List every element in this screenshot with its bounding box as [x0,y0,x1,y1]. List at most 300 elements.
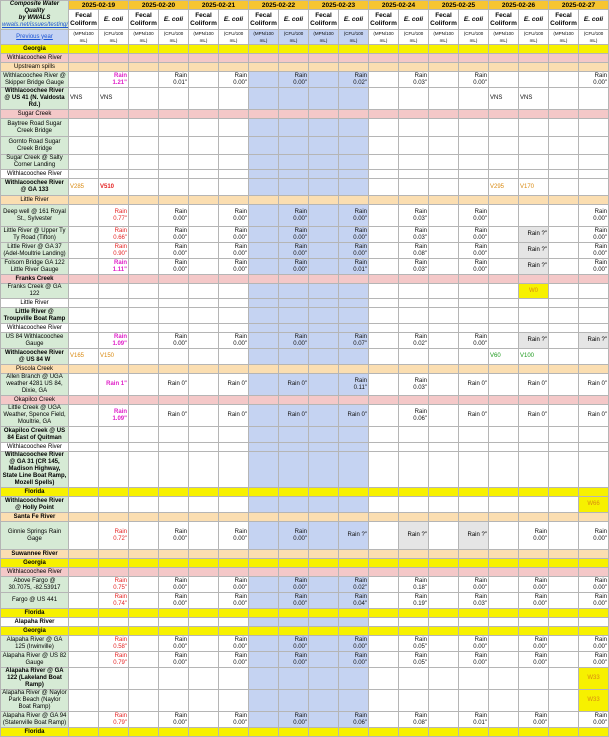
reading-cell: Rain 0.18" [399,577,429,593]
site-row [1,497,609,513]
section-cell [189,45,219,54]
site-label: Allen Branch @ UGA weather 4281 US 84, Dixie, GA [1,374,69,396]
site-row [1,668,609,690]
reading-cell [309,522,339,550]
reading-cell [309,452,339,488]
section-cell [189,196,219,205]
reading-cell [189,72,219,88]
reading-cell [129,284,159,299]
reading-cell [99,119,129,137]
section-cell [489,45,519,54]
reading-cell: Rain 0.00" [519,712,549,728]
section-cell [309,196,339,205]
section-cell [579,728,609,737]
reading-cell [279,668,309,690]
reading-cell [489,308,519,324]
section-cell [129,45,159,54]
site-row [1,593,609,609]
units-cell: (MPN/100 mL) [489,30,519,45]
section-cell [399,513,429,522]
section-cell [489,443,519,452]
reading-cell [459,88,489,110]
reading-cell [129,522,159,550]
reading-cell: Rain 0.00" [279,227,309,243]
reading-cell: Rain 0.00" [459,333,489,349]
section-row [1,170,609,179]
section-cell [369,196,399,205]
fecal-coliform-header: Fecal Coliform [429,10,459,30]
section-cell [579,396,609,405]
reading-cell [459,427,489,443]
section-cell [129,618,159,627]
reading-cell [279,690,309,712]
section-cell [249,609,279,618]
section-cell [309,550,339,559]
reading-cell: Rain 0.00" [579,577,609,593]
section-cell [369,396,399,405]
reading-cell [429,690,459,712]
units-cell: (CFU/100 mL) [339,30,369,45]
reading-cell [189,636,219,652]
section-label: Georgia [1,45,69,54]
section-cell [279,45,309,54]
reading-cell [219,284,249,299]
section-cell [339,396,369,405]
reading-cell [219,668,249,690]
reading-cell [369,497,399,513]
section-row [1,365,609,374]
reading-cell [579,179,609,196]
reading-cell [549,137,579,155]
reading-cell [549,652,579,668]
reading-cell [279,88,309,110]
reading-cell: Rain 0.19" [399,593,429,609]
reading-cell [129,349,159,365]
section-cell [129,396,159,405]
reading-cell [369,452,399,488]
section-cell [129,110,159,119]
reading-cell [69,155,99,170]
section-row [1,63,609,72]
reading-cell [549,227,579,243]
section-cell [279,559,309,568]
section-cell [309,324,339,333]
section-cell [189,550,219,559]
units-cell: (CFU/100 mL) [99,30,129,45]
section-cell [189,54,219,63]
section-cell [159,513,189,522]
section-cell [489,275,519,284]
section-cell [279,365,309,374]
reading-cell [219,497,249,513]
section-label: Little River [1,299,69,308]
reading-cell [309,243,339,259]
fecal-coliform-header: Fecal Coliform [309,10,339,30]
section-cell [549,396,579,405]
site-row [1,88,609,110]
reading-cell: Rain 0.03" [399,259,429,275]
e-coli-header: E. coli [279,10,309,30]
reading-cell [189,259,219,275]
section-cell [249,54,279,63]
e-coli-header: E. coli [339,10,369,30]
section-cell [489,550,519,559]
reading-cell: Rain 0.00" [519,522,549,550]
e-coli-header: E. coli [219,10,249,30]
section-cell [369,568,399,577]
section-cell [459,618,489,627]
section-cell [459,559,489,568]
reading-cell [519,205,549,227]
reading-cell: Rain 0.00" [579,593,609,609]
reading-cell [309,636,339,652]
section-cell [459,443,489,452]
reading-cell [369,522,399,550]
e-coli-header: E. coli [99,10,129,30]
section-cell [339,627,369,636]
site-row [1,374,609,396]
reading-cell [129,205,159,227]
section-cell [159,299,189,308]
section-label: Piscola Creek [1,365,69,374]
section-cell [309,110,339,119]
reading-cell: Rain 0" [519,405,549,427]
section-row [1,488,609,497]
section-cell [369,63,399,72]
section-cell [549,443,579,452]
reading-cell [219,137,249,155]
reading-cell [189,137,219,155]
section-cell [459,609,489,618]
units-cell: (CFU/100 mL) [519,30,549,45]
reading-cell: Rain 0.00" [519,593,549,609]
fecal-coliform-header: Fecal Coliform [129,10,159,30]
site-label: Deep well @ 161 Royal St., Sylvester [1,205,69,227]
site-label: Little River @ Upper Ty Ty Road (Tifton) [1,227,69,243]
reading-cell [189,712,219,728]
site-label: Alapaha River @ GA 94 (Statenville Boat Ramp) [1,712,69,728]
reading-cell [159,349,189,365]
reading-cell [129,652,159,668]
units-cell: (MPN/100 mL) [309,30,339,45]
reading-cell: Rain 0.77" [99,205,129,227]
reading-cell [159,137,189,155]
reading-cell: Rain 0" [579,405,609,427]
reading-cell [309,593,339,609]
section-cell [249,45,279,54]
section-cell [369,54,399,63]
section-cell [429,196,459,205]
section-row [1,45,609,54]
reading-cell [369,427,399,443]
section-cell [279,170,309,179]
reading-cell: Rain 0.00" [459,636,489,652]
section-cell [189,618,219,627]
reading-cell [339,497,369,513]
reading-cell [549,333,579,349]
section-cell [129,365,159,374]
section-cell [429,324,459,333]
section-cell [249,196,279,205]
section-cell [279,110,309,119]
fecal-coliform-header: Fecal Coliform [489,10,519,30]
reading-cell [159,119,189,137]
reading-cell [69,497,99,513]
reading-cell [129,374,159,396]
section-cell [369,609,399,618]
reading-cell [69,577,99,593]
site-row [1,259,609,275]
reading-cell [159,668,189,690]
section-cell [459,365,489,374]
section-cell [99,728,129,737]
section-cell [279,396,309,405]
reading-cell [489,452,519,488]
section-label: Florida [1,609,69,618]
reading-cell: Rain 0.00" [279,243,309,259]
reading-cell: Rain 0.00" [159,205,189,227]
reading-cell [489,259,519,275]
section-cell [429,443,459,452]
section-cell [69,54,99,63]
section-cell [429,396,459,405]
section-cell [159,365,189,374]
section-cell [399,324,429,333]
section-cell [249,443,279,452]
reading-cell [189,284,219,299]
site-row [1,577,609,593]
reading-cell [429,652,459,668]
reading-cell: Rain ?" [339,522,369,550]
reading-cell [249,690,279,712]
site-row [1,205,609,227]
reading-cell [189,349,219,365]
section-label: Alapaha River [1,618,69,627]
section-cell [399,396,429,405]
testing-link[interactable]: wwals.net/issues/testing/ [2,22,69,28]
reading-cell [339,179,369,196]
section-cell [99,110,129,119]
reading-cell [189,179,219,196]
reading-cell: Rain 0.00" [219,593,249,609]
reading-cell: Rain 0.03" [399,227,429,243]
units-cell: (MPN/100 mL) [129,30,159,45]
reading-cell [99,308,129,324]
section-cell [579,443,609,452]
reading-cell [159,427,189,443]
reading-cell [399,137,429,155]
reading-cell [339,284,369,299]
fecal-coliform-header: Fecal Coliform [369,10,399,30]
reading-cell [579,119,609,137]
reading-cell [159,179,189,196]
section-label: Upstream spills [1,63,69,72]
reading-cell [399,690,429,712]
reading-cell [129,593,159,609]
reading-cell [69,712,99,728]
reading-cell [69,593,99,609]
section-cell [219,299,249,308]
reading-cell [249,374,279,396]
reading-cell: W0 [519,284,549,299]
section-cell [249,559,279,568]
reading-cell [189,652,219,668]
reading-cell [489,712,519,728]
section-cell [519,728,549,737]
section-cell [399,618,429,627]
section-cell [339,550,369,559]
reading-cell [489,137,519,155]
reading-cell: V510 [99,179,129,196]
reading-cell [279,119,309,137]
section-cell [519,627,549,636]
section-cell [129,488,159,497]
section-cell [339,196,369,205]
section-row [1,627,609,636]
section-cell [579,299,609,308]
reading-cell [549,668,579,690]
reading-cell [249,205,279,227]
reading-cell [189,119,219,137]
reading-cell [489,374,519,396]
reading-cell: Rain 0.00" [159,636,189,652]
site-row [1,522,609,550]
reading-cell [429,427,459,443]
reading-cell: Rain 0.00" [579,712,609,728]
reading-cell [309,308,339,324]
reading-cell [429,497,459,513]
section-cell [129,54,159,63]
reading-cell [219,155,249,170]
reading-cell: Rain 0.00" [579,522,609,550]
site-row [1,179,609,196]
reading-cell [69,636,99,652]
section-cell [309,54,339,63]
reading-cell [249,333,279,349]
section-cell [429,559,459,568]
reading-cell [219,349,249,365]
units-cell: (MPN/100 mL) [429,30,459,45]
reading-cell [189,690,219,712]
reading-cell: Rain 0.00" [279,333,309,349]
reading-cell [309,259,339,275]
section-cell [579,618,609,627]
section-cell [519,196,549,205]
reading-cell [309,284,339,299]
previous-year-link[interactable]: Previous year [1,30,69,45]
site-label: Little Creek @ UGA Weather, Spence Field, Moultrie, GA [1,405,69,427]
section-cell [249,299,279,308]
units-cell: (CFU/100 mL) [159,30,189,45]
reading-cell [129,427,159,443]
reading-cell [459,284,489,299]
reading-cell: Rain 0.00" [219,227,249,243]
section-cell [279,196,309,205]
reading-cell [69,137,99,155]
reading-cell [249,497,279,513]
reading-cell [309,712,339,728]
reading-cell [399,88,429,110]
section-cell [279,275,309,284]
reading-cell: Rain 0" [579,374,609,396]
section-cell [309,568,339,577]
reading-cell: Rain 0" [519,374,549,396]
reading-cell [309,405,339,427]
section-cell [579,559,609,568]
reading-cell [309,690,339,712]
section-label: Withlacoochee River [1,54,69,63]
section-cell [459,396,489,405]
section-cell [339,728,369,737]
site-label: Withlacoochee River @ US 41 (N. Valdosta Rd.) [1,88,69,110]
reading-cell [369,668,399,690]
reading-cell [369,72,399,88]
reading-cell: Rain ?" [579,333,609,349]
section-cell [249,324,279,333]
section-cell [219,54,249,63]
reading-cell: VNS [99,88,129,110]
reading-cell [519,452,549,488]
section-label: Florida [1,728,69,737]
site-row [1,349,609,365]
reading-cell [369,593,399,609]
section-cell [339,110,369,119]
section-cell [69,275,99,284]
section-cell [219,618,249,627]
reading-cell: Rain 0.00" [219,243,249,259]
reading-cell [99,497,129,513]
section-cell [459,63,489,72]
reading-cell [489,497,519,513]
reading-cell [129,227,159,243]
reading-cell [369,712,399,728]
reading-cell [69,690,99,712]
reading-cell [309,427,339,443]
site-row [1,137,609,155]
section-cell [339,45,369,54]
section-cell [159,550,189,559]
section-cell [399,45,429,54]
units-cell: (MPN/100 mL) [549,30,579,45]
reading-cell: Rain 0.00" [159,333,189,349]
reading-cell [189,427,219,443]
reading-cell [429,155,459,170]
section-row [1,196,609,205]
section-cell [69,324,99,333]
section-cell [429,63,459,72]
reading-cell: Rain 0.00" [219,205,249,227]
reading-cell: Rain 0.00" [519,577,549,593]
reading-cell: Rain 0.01" [159,72,189,88]
section-cell [579,550,609,559]
reading-cell: Rain ?" [519,333,549,349]
reading-cell: Rain 0.00" [219,577,249,593]
section-cell [549,45,579,54]
section-cell [519,324,549,333]
reading-cell [399,284,429,299]
reading-cell [69,374,99,396]
reading-cell [129,333,159,349]
reading-cell [99,452,129,488]
reading-cell [69,259,99,275]
reading-cell: Rain 0.02" [339,577,369,593]
section-cell [99,618,129,627]
reading-cell [399,119,429,137]
section-cell [489,396,519,405]
reading-cell [369,577,399,593]
reading-cell [129,636,159,652]
section-cell [279,54,309,63]
